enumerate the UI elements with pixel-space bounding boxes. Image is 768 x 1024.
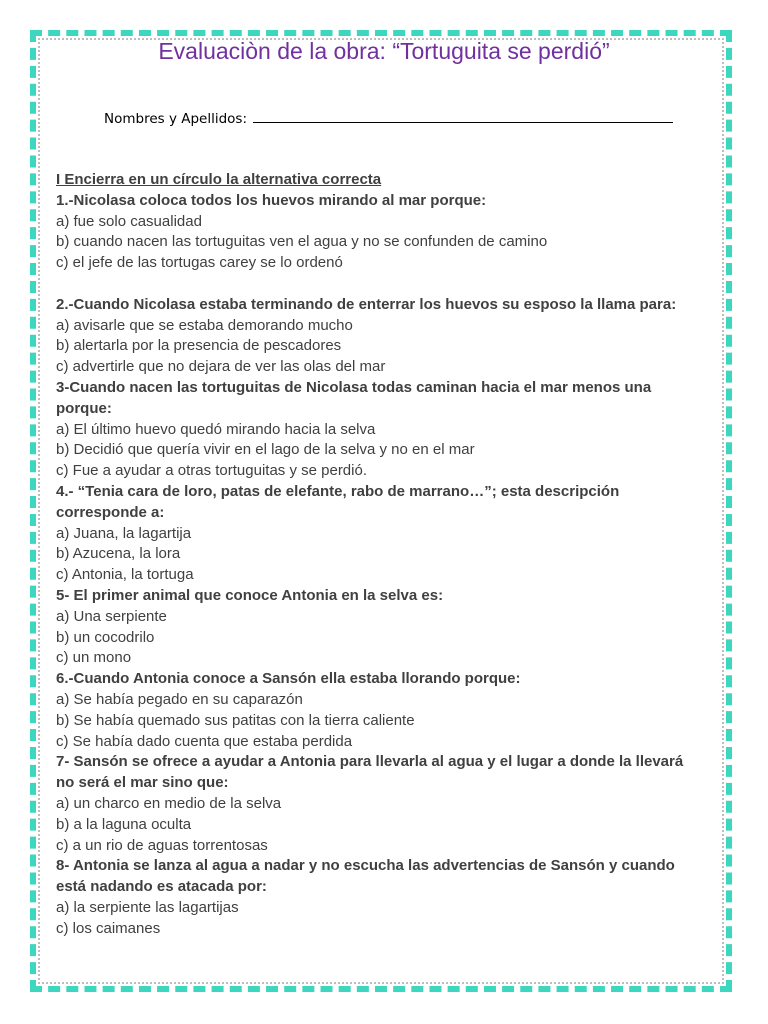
answer-option[interactable]: a) Se había pegado en su caparazón [56, 690, 303, 708]
name-label: Nombres y Apellidos: [104, 111, 248, 127]
question-text: no será el mar sino que: [56, 774, 229, 792]
question-text: 7- Sansón se ofrece a ayudar a Antonia para llevarla al agua y el lugar a donde la llevará [56, 753, 684, 771]
answer-option[interactable]: b) Se había quemado sus patitas con la tierra caliente [56, 711, 415, 729]
question-text: 2.-Cuando Nicolasa estaba terminando de enterrar los huevos su esposo la llama para: [56, 295, 677, 313]
question-block [56, 752, 728, 856]
answer-option[interactable]: a) la serpiente las lagartijas [56, 898, 239, 916]
answer-option[interactable]: a) fue solo casualidad [56, 212, 202, 230]
page-title: Evaluaciòn de la obra: “Tortuguita se perdió” [158, 38, 610, 64]
answer-option[interactable]: c) un mono [56, 649, 132, 667]
question-block [56, 669, 728, 752]
question-text: porque: [56, 399, 112, 417]
answer-option[interactable]: b) cuando nacen las tortuguitas ven el agua y no se confunden de camino [56, 233, 548, 251]
section-heading: I Encierra en un círculo la alternativa correcta [56, 171, 382, 188]
answer-option[interactable]: b) a la laguna oculta [56, 815, 192, 833]
answer-option[interactable]: b) Azucena, la lora [56, 545, 181, 563]
question-text: 4.- “Tenia cara de loro, patas de elefante, rabo de marrano…”; esta descripción [56, 482, 620, 500]
answer-option[interactable]: c) Se había dado cuenta que estaba perdida [56, 732, 353, 750]
answer-option[interactable]: a) un charco en medio de la selva [56, 794, 282, 812]
question-text: 8- Antonia se lanza al agua a nadar y no escucha las advertencias de Sansón y cuando [56, 857, 675, 875]
answer-option[interactable]: c) el jefe de las tortugas carey se lo ordenó [56, 254, 343, 272]
questions-section [56, 170, 728, 939]
answer-option[interactable]: c) advertirle que no dejara de ver las olas del mar [56, 358, 386, 376]
answer-option[interactable]: b) Decidió que quería vivir en el lago de la selva y no en el mar [56, 441, 475, 459]
answer-option[interactable]: c) Antonia, la tortuga [56, 566, 194, 584]
spacer [56, 274, 728, 295]
question-text: 5- El primer animal que conoce Antonia en la selva es: [56, 586, 444, 604]
name-input-line[interactable] [253, 110, 673, 123]
answer-option[interactable]: a) El último huevo quedó mirando hacia la selva [56, 420, 376, 438]
question-block [56, 482, 728, 586]
name-field-row [104, 110, 673, 127]
answer-option[interactable]: c) a un rio de aguas torrentosas [56, 836, 268, 854]
question-text: 1.-Nicolasa coloca todos los huevos mirando al mar porque: [56, 191, 487, 209]
question-text: 6.-Cuando Antonia conoce a Sansón ella estaba llorando porque: [56, 670, 521, 688]
answer-option[interactable]: a) Una serpiente [56, 607, 167, 625]
question-block [56, 856, 728, 939]
question-list [56, 191, 728, 940]
answer-option[interactable]: b) alertarla por la presencia de pescadores [56, 337, 342, 355]
question-text: está nadando es atacada por: [56, 878, 267, 896]
question-block [56, 378, 728, 482]
answer-option[interactable]: c) los caimanes [56, 919, 161, 937]
question-block [56, 586, 728, 669]
answer-option[interactable]: a) Juana, la lagartija [56, 524, 192, 542]
question-block [56, 191, 728, 274]
question-block [56, 295, 728, 378]
answer-option[interactable]: a) avisarle que se estaba demorando mucho [56, 316, 353, 334]
question-text: corresponde a: [56, 503, 165, 521]
answer-option[interactable]: b) un cocodrilo [56, 628, 155, 646]
answer-option[interactable]: c) Fue a ayudar a otras tortuguitas y se perdió. [56, 462, 367, 480]
question-text: 3-Cuando nacen las tortuguitas de Nicolasa todas caminan hacia el mar menos una [56, 378, 652, 396]
